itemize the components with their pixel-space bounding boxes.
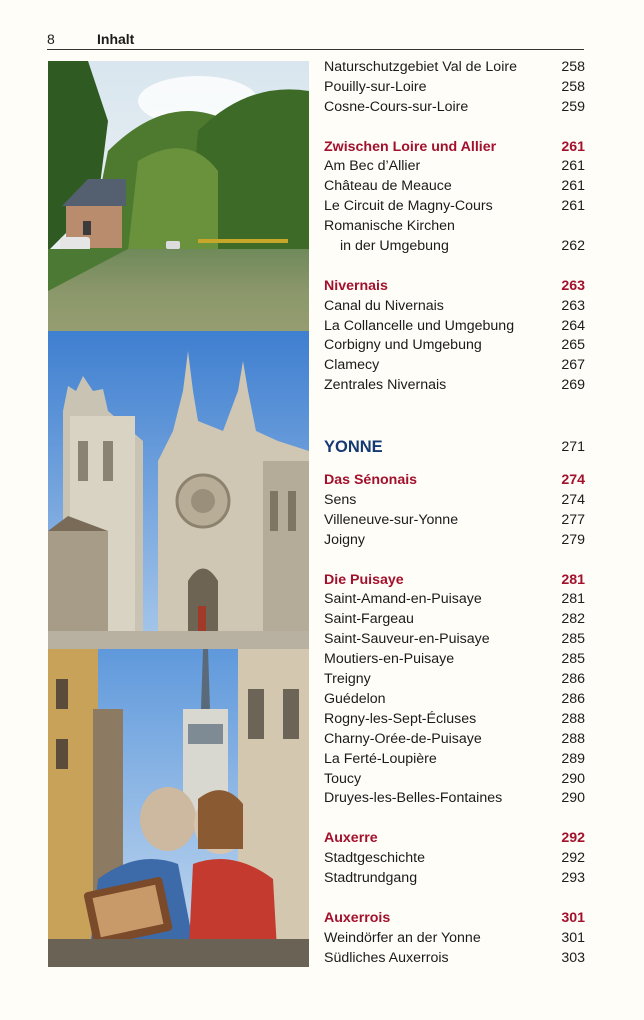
statue-photo: [48, 649, 309, 967]
toc-entry-label: Das Sénonais: [324, 472, 418, 489]
toc-entry-label: Stadtgeschichte: [324, 850, 425, 867]
toc-page-number: 293: [561, 869, 585, 886]
toc-entry-label: Villeneuve-sur-Yonne: [324, 511, 459, 528]
toc-page-number: 262: [561, 238, 585, 255]
toc-page-number: 303: [561, 949, 585, 966]
toc-entry[interactable]: [324, 929, 585, 949]
toc-entry-label: Südliches Auxerrois: [324, 949, 449, 966]
cathedral-photo: [48, 331, 309, 649]
toc-entry-label: Le Circuit de Magny-Cours: [324, 198, 493, 215]
toc-entry-label: Joigny: [324, 531, 366, 548]
toc-page-number: 279: [561, 531, 585, 548]
toc-page-number: 258: [561, 78, 585, 95]
toc-entry[interactable]: [324, 197, 585, 217]
toc-page-number: 261: [561, 178, 585, 195]
toc-entry-label: Château de Meauce: [324, 178, 452, 195]
toc-entry-label: Naturschutzgebiet Val de Loire: [324, 59, 517, 75]
toc-page-number: 288: [561, 730, 585, 747]
toc-entry-label: Toucy: [324, 770, 362, 787]
toc-entry-label: Rogny-les-Sept-Écluses: [324, 710, 477, 727]
toc-entry-label: Clamecy: [324, 357, 380, 374]
toc-entry-label: Romanische Kirchen: [324, 218, 455, 235]
toc-entry-label: La Ferté-Loupière: [324, 750, 437, 767]
toc-page-number: 267: [561, 357, 585, 374]
toc-entry[interactable]: [324, 297, 585, 317]
toc-entry-label: Auxerre: [324, 830, 378, 847]
toc-entry[interactable]: [324, 317, 585, 337]
toc-entry[interactable]: [324, 511, 585, 531]
toc-entry-label: Druyes-les-Belles-Fontaines: [324, 790, 503, 807]
toc-entry[interactable]: [324, 237, 585, 257]
toc-entry-label: Guédelon: [324, 690, 386, 707]
toc-entry-label: Treigny: [324, 671, 371, 688]
toc-entry-label: Weindörfer an der Yonne: [324, 929, 481, 946]
toc-entry[interactable]: [324, 336, 585, 356]
toc-entry[interactable]: [324, 356, 585, 376]
toc-entry-label: Sens: [324, 492, 357, 509]
toc-page-number: 292: [561, 850, 585, 867]
section-title: Inhalt: [97, 31, 135, 47]
toc-entry-label: Am Bec d’Allier: [324, 158, 421, 175]
toc-entry-label: Die Puisaye: [324, 571, 404, 588]
toc-subheading[interactable]: [324, 471, 585, 491]
toc-page-number: 286: [561, 690, 585, 707]
toc-entry[interactable]: [324, 869, 585, 889]
toc-entry[interactable]: [324, 670, 585, 690]
toc-entry-label: Charny-Orée-de-Puisaye: [324, 730, 482, 747]
toc-entry[interactable]: [324, 770, 585, 790]
toc-page-number: 274: [561, 472, 585, 489]
toc-entry[interactable]: [324, 157, 585, 177]
toc-spacer: [324, 257, 585, 277]
toc-page-number: 263: [561, 277, 585, 294]
toc-entry-label: Stadtrundgang: [324, 869, 418, 886]
toc-page-number: 289: [561, 750, 585, 767]
canal-photo: [48, 61, 309, 331]
toc-spacer: [324, 396, 585, 435]
toc-entry[interactable]: [324, 690, 585, 710]
toc-entry-label: La Collancelle und Umgebung: [324, 317, 515, 334]
toc-subheading[interactable]: [324, 571, 585, 591]
toc-entry[interactable]: [324, 217, 585, 237]
running-header: [47, 30, 584, 50]
toc-entry-label: Saint-Sauveur-en-Puisaye: [324, 631, 490, 648]
toc-entry-label: Zentrales Nivernais: [324, 377, 447, 394]
toc-chapter-heading[interactable]: [324, 435, 585, 459]
toc-entry[interactable]: [324, 849, 585, 869]
toc-entry-label: in der Umgebung: [340, 238, 449, 255]
toc-entry[interactable]: [324, 730, 585, 750]
toc-page-number: 292: [561, 830, 585, 847]
toc-entry[interactable]: [324, 630, 585, 650]
toc-subheading[interactable]: [324, 909, 585, 929]
toc-page-number: 282: [561, 611, 585, 628]
toc-page-number: 274: [561, 492, 585, 509]
toc-page-number: 259: [561, 98, 585, 115]
toc-page-number: 261: [561, 158, 585, 175]
toc-subheading[interactable]: [324, 138, 585, 158]
toc-page-number: 286: [561, 671, 585, 688]
toc-entry[interactable]: [324, 710, 585, 730]
chapter-title: YONNE: [324, 438, 383, 457]
toc-page-number: 301: [561, 909, 585, 926]
toc-entry[interactable]: [324, 610, 585, 630]
toc-page-number: 288: [561, 710, 585, 727]
toc-entry[interactable]: [324, 98, 585, 118]
table-of-contents: [324, 58, 585, 968]
toc-entry[interactable]: [324, 789, 585, 809]
toc-entry[interactable]: [324, 750, 585, 770]
page-number: 8: [47, 31, 55, 47]
toc-page-number: 263: [561, 297, 585, 314]
toc-page-number: 301: [561, 929, 585, 946]
toc-entry[interactable]: [324, 376, 585, 396]
toc-entry-label: Saint-Amand-en-Puisaye: [324, 591, 482, 608]
toc-entry[interactable]: [324, 491, 585, 511]
toc-entry-label: Auxerrois: [324, 909, 391, 926]
toc-page-number: 265: [561, 337, 585, 354]
toc-entry-label: Corbigny und Umgebung: [324, 337, 482, 354]
toc-page-number: 277: [561, 511, 585, 528]
toc-entry[interactable]: [324, 590, 585, 610]
toc-entry[interactable]: [324, 949, 585, 969]
toc-subheading[interactable]: [324, 277, 585, 297]
toc-page-number: 290: [561, 770, 585, 787]
toc-spacer: [324, 459, 585, 471]
toc-entry-label: Pouilly-sur-Loire: [324, 78, 427, 95]
photo-column: [48, 61, 309, 967]
toc-subheading[interactable]: [324, 829, 585, 849]
toc-page-number: 281: [561, 571, 585, 588]
toc-page-number: 271: [561, 439, 585, 456]
toc-entry[interactable]: [324, 650, 585, 670]
toc-spacer: [324, 889, 585, 909]
toc-spacer: [324, 809, 585, 829]
toc-entry[interactable]: [324, 78, 585, 98]
toc-entry[interactable]: [324, 58, 585, 78]
toc-entry-label: Zwischen Loire und Allier: [324, 138, 497, 155]
toc-page-number: 261: [561, 198, 585, 215]
toc-entry-label: Nivernais: [324, 277, 388, 294]
toc-page-number: 285: [561, 651, 585, 668]
toc-page-number: 261: [561, 138, 585, 155]
toc-page-number: 290: [561, 790, 585, 807]
toc-page-number: 264: [561, 317, 585, 334]
toc-page-number: 269: [561, 377, 585, 394]
toc-page-number: 258: [561, 59, 585, 75]
toc-page-number: 281: [561, 591, 585, 608]
toc-entry-label: Moutiers-en-Puisaye: [324, 651, 455, 668]
toc-spacer: [324, 118, 585, 138]
toc-spacer: [324, 551, 585, 571]
toc-entry-label: Saint-Fargeau: [324, 611, 414, 628]
toc-entry[interactable]: [324, 177, 585, 197]
toc-page-number: 285: [561, 631, 585, 648]
toc-entry[interactable]: [324, 531, 585, 551]
toc-entry-label: Cosne-Cours-sur-Loire: [324, 98, 469, 115]
toc-entry-label: Canal du Nivernais: [324, 297, 444, 314]
